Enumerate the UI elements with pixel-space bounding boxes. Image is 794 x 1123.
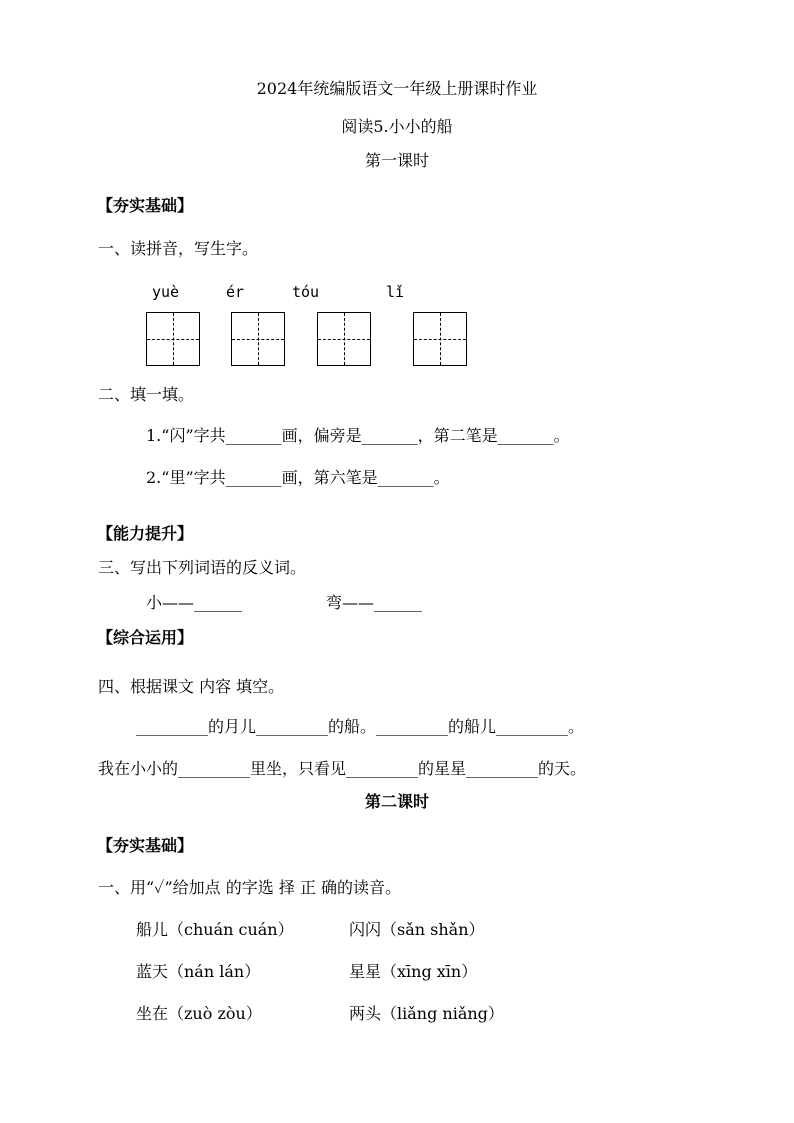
- section-basic-heading: 【夯实基础】: [97, 196, 194, 215]
- pronunciation-item-4: 星星（xīng xīn）: [349, 962, 478, 981]
- lesson-title: 阅读5.小小的船: [341, 117, 453, 136]
- pronunciation-item-5: 坐在（zuò zòu）: [136, 1004, 262, 1023]
- writing-grid-box-4[interactable]: [413, 312, 467, 366]
- pronunciation-item-3: 蓝天（nán lán）: [136, 962, 261, 981]
- pinyin-label-1: yuè: [152, 283, 180, 301]
- fill-blank-line-2: 我在小小的_________里坐，只看见_________的星星_________的天。: [98, 759, 587, 778]
- question-three-prompt: 三、写出下列词语的反义词。: [98, 558, 307, 577]
- question-two-item-1: 1.“闪”字共_______画，偏旁是_______，第二笔是_______。: [146, 426, 570, 445]
- pinyin-label-2: ér: [226, 283, 245, 301]
- pronunciation-item-6: 两头（liǎng niǎng）: [349, 1004, 504, 1023]
- section-ability-heading: 【能力提升】: [97, 524, 194, 543]
- section-apply-heading: 【综合运用】: [97, 628, 194, 647]
- pronunciation-question-prompt: 一、用“✓”给加点 的字选 择 正 确的读音。: [98, 878, 402, 897]
- section-basic-heading-2: 【夯实基础】: [97, 836, 194, 855]
- pinyin-label-4: lǐ: [386, 283, 405, 301]
- writing-grid-box-3[interactable]: [317, 312, 371, 366]
- document-title: 2024年统编版语文一年级上册课时作业: [256, 79, 538, 98]
- pronunciation-item-1: 船儿（chuán cuán）: [136, 920, 294, 939]
- writing-grid-box-1[interactable]: [146, 312, 200, 366]
- pinyin-label-3: tóu: [292, 283, 320, 301]
- period-two-title: 第二课时: [364, 792, 429, 811]
- fill-blank-line-1: _________的月儿_________的船。_________的船儿_________。: [136, 717, 585, 736]
- question-one-prompt: 一、读拼音，写生字。: [98, 239, 259, 258]
- question-four-prompt: 四、根据课文 内容 填空。: [98, 677, 285, 696]
- antonym-item-small: 小——______: [146, 593, 243, 612]
- question-two-prompt: 二、填一填。: [98, 385, 195, 404]
- question-two-item-2: 2.“里”字共_______画，第六笔是_______。: [146, 468, 450, 487]
- pronunciation-item-2: 闪闪（sǎn shǎn）: [349, 920, 485, 939]
- antonym-item-bent: 弯——______: [326, 593, 423, 612]
- period-one-title: 第一课时: [364, 151, 429, 170]
- writing-grid-box-2[interactable]: [231, 312, 285, 366]
